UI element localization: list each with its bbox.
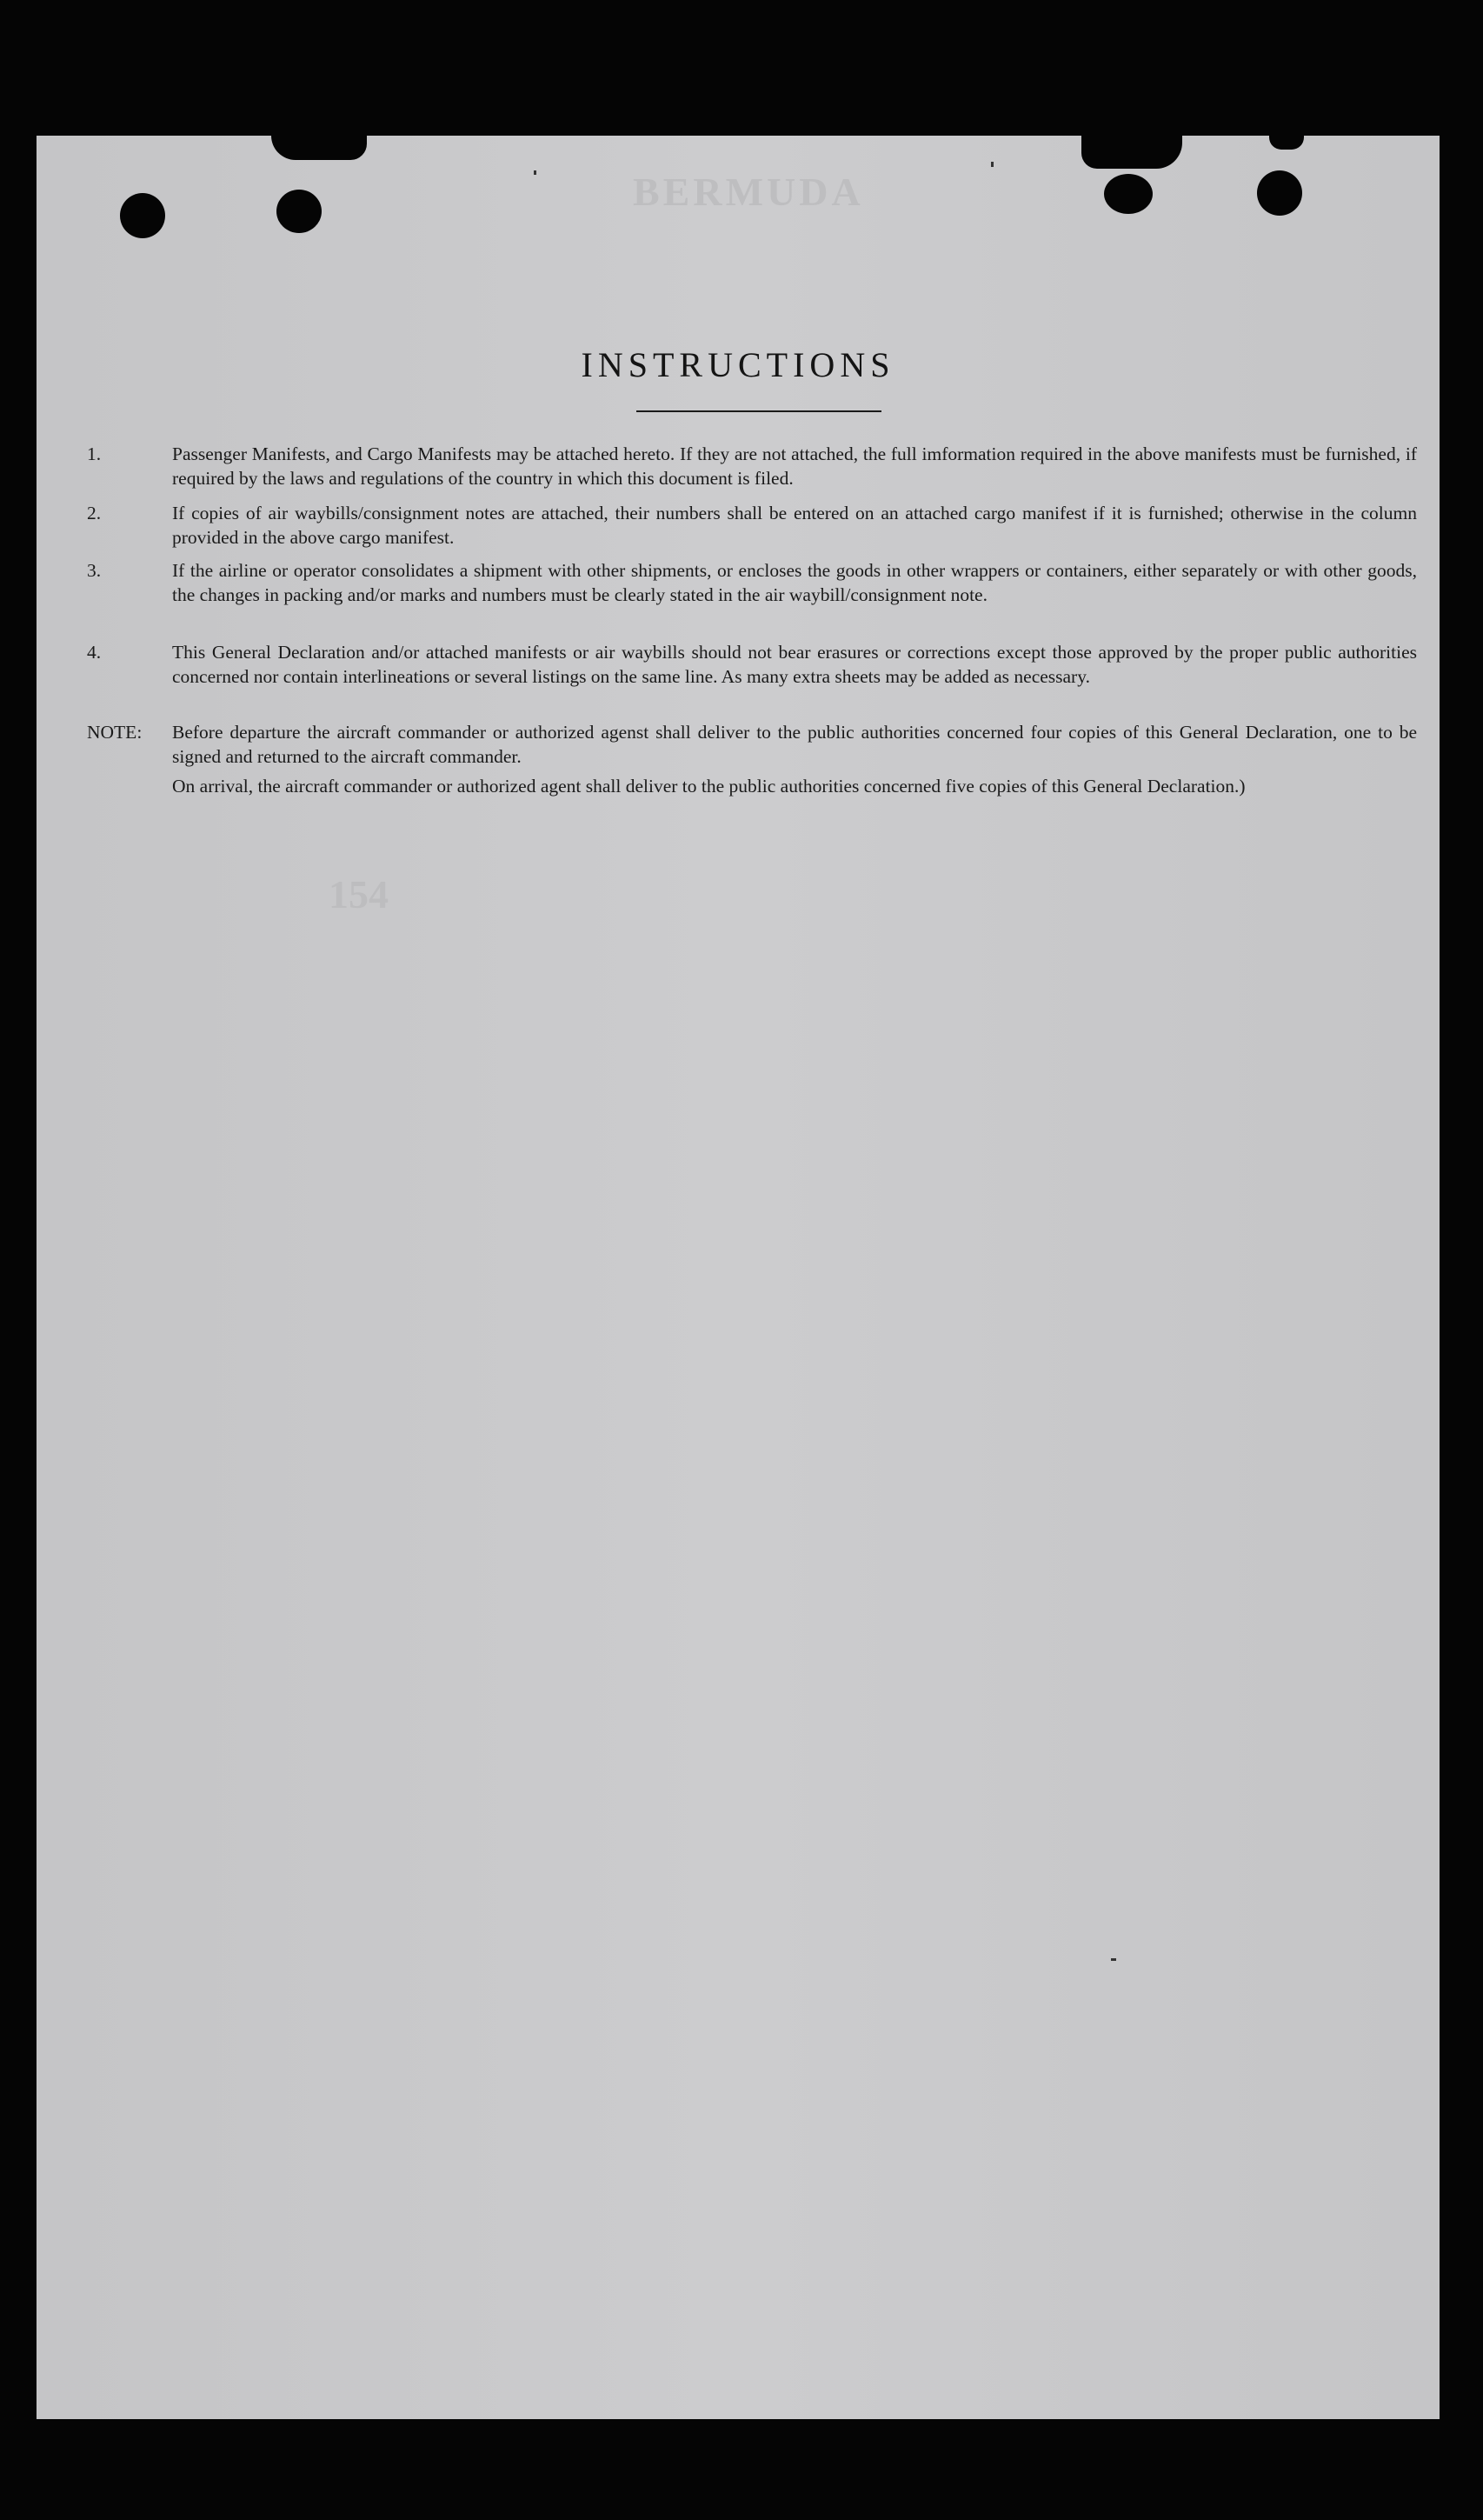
document-page [37, 136, 1440, 2419]
page-title: INSTRUCTIONS [581, 345, 895, 384]
torn-edge-right [1081, 136, 1182, 169]
punch-hole-left-2 [276, 190, 322, 233]
note-arrival [87, 774, 1417, 826]
note-arrival-text: On arrival, the aircraft commander or authorized agent shall deliver to the public authorities concerned five copies of this General Declaration.) [172, 776, 1246, 797]
item-text: Passenger Manifests, and Cargo Manifests may be attached hereto. If they are not attached, the full imformation required in the above manifests must be furnished, if required by the laws and regulations of the country in which this document is filed. [172, 443, 1417, 489]
title-underline [636, 410, 881, 412]
instruction-item-2 [87, 501, 1417, 553]
note-label: NOTE: [87, 722, 143, 743]
item-number: 4. [87, 642, 102, 663]
item-text: If the airline or operator consolidates a shipment with other shipments, or encloses the goods in other wrappers or containers, either separately or with other goods, the changes in packing and/or marks and numbers must be clearly stated in the air waybill/consignment note. [172, 560, 1417, 605]
bleed-through-header: BERMUDA [633, 170, 864, 214]
note-departure [87, 720, 1417, 772]
torn-edge-far-right [1269, 136, 1304, 150]
item-text: This General Declaration and/or attached manifests or air waybills should not bear erasures or corrections except those approved by the proper public authorities concerned nor contain interlineations or several listings on the same line. As many extra sheets may be added as necessary. [172, 642, 1417, 687]
item-number: 3. [87, 560, 102, 581]
stray-mark [991, 162, 994, 167]
instruction-item-4 [87, 640, 1417, 717]
item-text: If copies of air waybills/consignment notes are attached, their numbers shall be entered on an attached cargo manifest if it is furnished; otherwise in the column provided in the above cargo manifest. [172, 503, 1417, 548]
instruction-item-1 [87, 442, 1417, 494]
stray-mark [534, 170, 536, 175]
note-departure-text: Before departure the aircraft commander or authorized agenst shall deliver to the public authorities concerned four copies of this General Declaration, one to be signed and returned to the aircraft commander. [172, 722, 1417, 767]
stray-mark [1111, 1958, 1116, 1961]
punch-hole-left-1 [120, 193, 165, 238]
instruction-item-3 [87, 558, 1417, 635]
punch-hole-right-1 [1104, 174, 1153, 214]
punch-hole-right-2 [1257, 170, 1302, 216]
bleed-through-number: 154 [329, 872, 389, 917]
item-number: 1. [87, 443, 102, 464]
item-number: 2. [87, 503, 102, 523]
torn-edge-left [271, 136, 367, 160]
